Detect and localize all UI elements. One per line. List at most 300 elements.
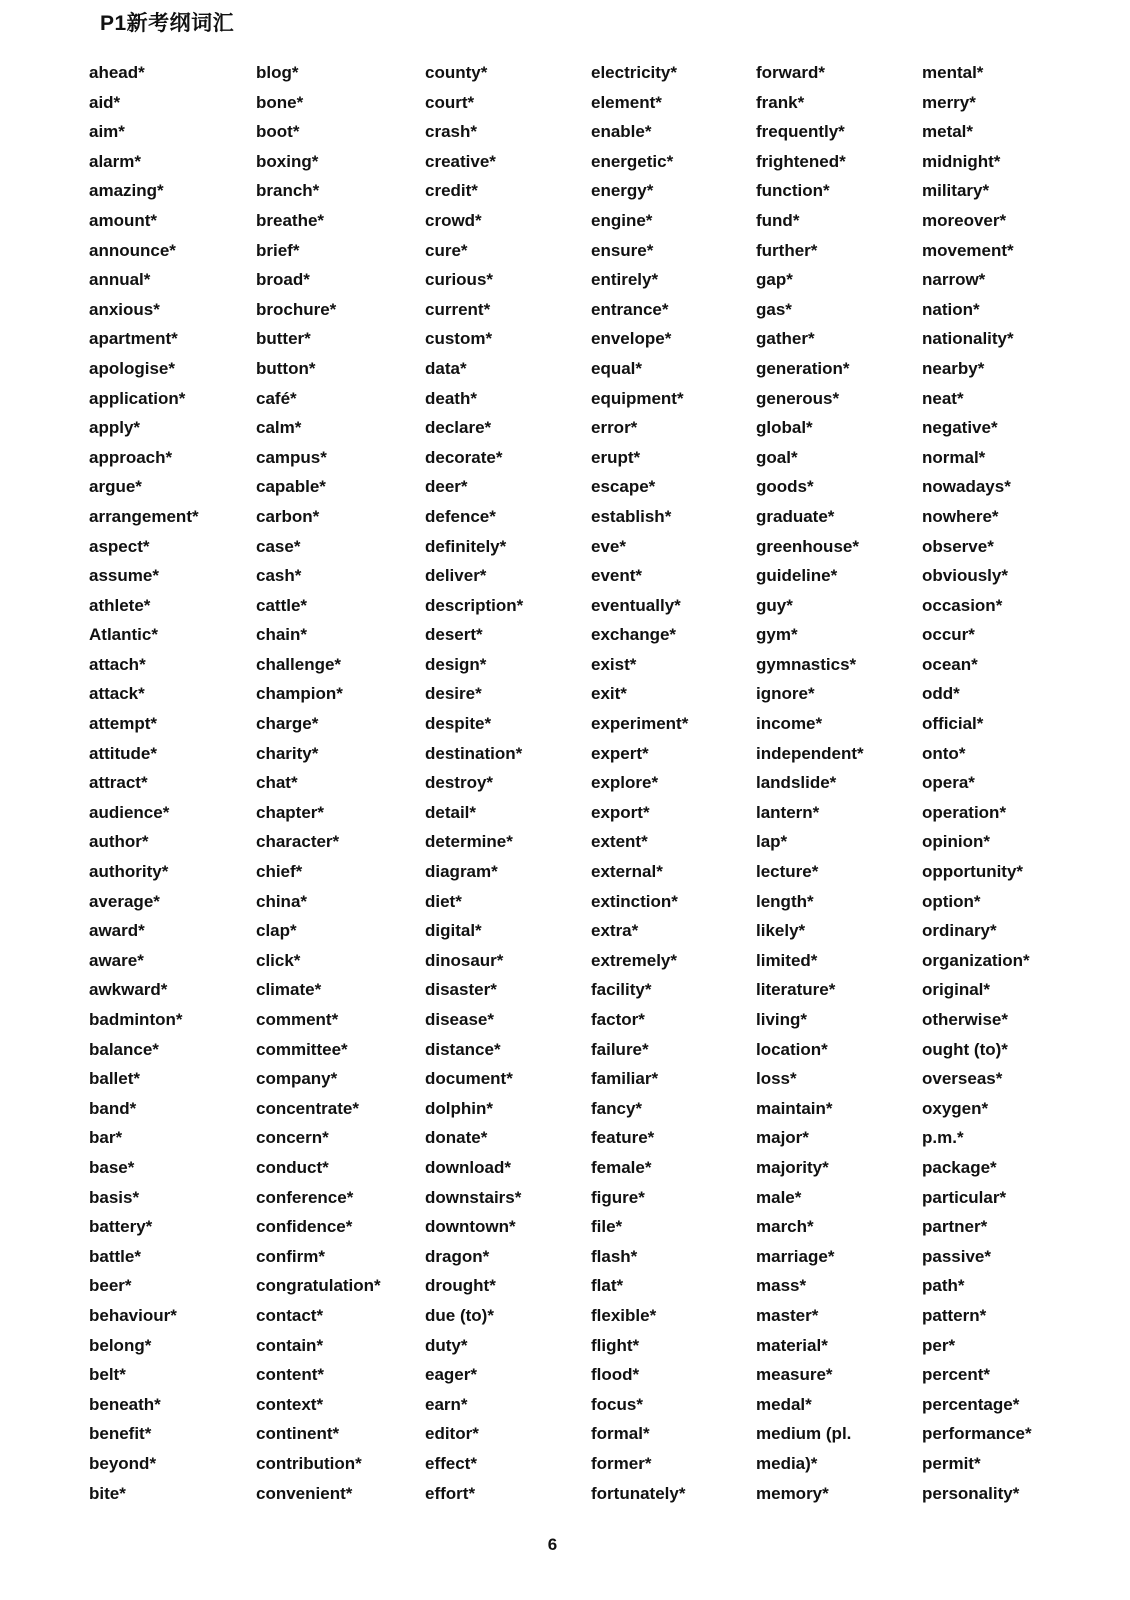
vocabulary-word: cure* [425, 240, 468, 260]
vocabulary-word: distance* [425, 1039, 501, 1059]
vocabulary-word: percentage* [922, 1394, 1020, 1414]
vocabulary-word: erupt* [591, 447, 641, 467]
vocabulary-word: memory* [756, 1483, 829, 1503]
vocabulary-word: downstairs* [425, 1187, 522, 1207]
vocabulary-word: crash* [425, 122, 477, 142]
vocabulary-word: literature* [756, 980, 836, 1000]
vocabulary-columns [0, 58, 1130, 1503]
vocabulary-word: chat* [256, 773, 298, 793]
vocabulary-word: diagram* [425, 862, 498, 882]
vocabulary-word: partner* [922, 1217, 988, 1237]
vocabulary-word: female* [591, 1157, 652, 1177]
vocabulary-word: credit* [425, 181, 478, 201]
vocabulary-word: envelope* [591, 329, 672, 349]
vocabulary-word: assume* [89, 566, 159, 586]
vocabulary-word: county* [425, 63, 488, 82]
page-number: 6 [547, 1535, 558, 1554]
vocabulary-word: amazing* [89, 181, 164, 201]
vocabulary-word: beyond* [89, 1453, 157, 1473]
vocabulary-word: figure* [591, 1187, 645, 1207]
vocabulary-word: dragon* [425, 1246, 490, 1266]
vocabulary-word: explore* [591, 773, 659, 793]
vocabulary-word: curious* [425, 270, 494, 290]
vocabulary-word: desert* [425, 625, 483, 645]
vocabulary-word: description* [425, 595, 524, 615]
vocabulary-word: military* [922, 181, 990, 201]
vocabulary-word: landslide* [756, 773, 837, 793]
vocabulary-word: clap* [256, 921, 297, 941]
vocabulary-word: due (to)* [425, 1305, 494, 1325]
vocabulary-word: male* [756, 1187, 802, 1207]
vocabulary-word: balance* [89, 1039, 159, 1059]
vocabulary-word: digital* [425, 921, 482, 941]
vocabulary-word: congratulation* [256, 1276, 381, 1296]
vocabulary-word: eventually* [591, 595, 681, 615]
vocabulary-word: duty* [425, 1335, 468, 1355]
vocabulary-word: attitude* [89, 743, 157, 763]
vocabulary-word: master* [756, 1305, 819, 1325]
vocabulary-word: percent* [922, 1365, 991, 1385]
vocabulary-word: option* [922, 891, 981, 911]
vocabulary-word: data* [425, 358, 467, 378]
vocabulary-word: energy* [591, 181, 654, 201]
vocabulary-word: declare* [425, 418, 492, 438]
vocabulary-word: champion* [256, 684, 343, 704]
vocabulary-word: formal* [591, 1424, 650, 1444]
vocabulary-word: eve* [591, 536, 626, 556]
vocabulary-word: greenhouse* [756, 536, 859, 556]
vocabulary-word: facility* [591, 980, 652, 1000]
vocabulary-word: flexible* [591, 1305, 657, 1325]
vocabulary-word: onto* [922, 743, 966, 763]
vocabulary-word: destination* [425, 743, 523, 763]
vocabulary-word: package* [922, 1157, 997, 1177]
vocabulary-word: oxygen* [922, 1098, 989, 1118]
vocabulary-word: ignore* [756, 684, 815, 704]
vocabulary-word: likely* [756, 921, 806, 941]
vocabulary-word: determine* [425, 832, 513, 852]
vocabulary-word: brief* [256, 240, 300, 260]
vocabulary-word: calm* [256, 418, 302, 438]
vocabulary-word: maintain* [756, 1098, 833, 1118]
vocabulary-word: application* [89, 388, 186, 408]
vocabulary-word: contact* [256, 1305, 324, 1325]
vocabulary-word: capable* [256, 477, 326, 497]
vocabulary-word: butter* [256, 329, 311, 349]
vocabulary-word: gas* [756, 299, 792, 319]
vocabulary-word: benefit* [89, 1424, 152, 1444]
vocabulary-word: mental* [922, 63, 984, 82]
vocabulary-word: attack* [89, 684, 145, 704]
vocabulary-word: beneath* [89, 1394, 161, 1414]
vocabulary-word: breathe* [256, 210, 325, 230]
vocabulary-word: energetic* [591, 151, 674, 171]
vocabulary-word: bone* [256, 92, 304, 112]
word-column-4 [591, 58, 756, 1508]
vocabulary-word: concentrate* [256, 1098, 359, 1118]
vocabulary-word: audience* [89, 802, 170, 822]
vocabulary-word: average* [89, 891, 160, 911]
vocabulary-word: export* [591, 802, 650, 822]
vocabulary-word: major* [756, 1128, 809, 1148]
vocabulary-word: continent* [256, 1424, 340, 1444]
vocabulary-word: café* [256, 388, 297, 408]
vocabulary-word: athlete* [89, 595, 151, 615]
vocabulary-word: media)* [756, 1453, 818, 1473]
vocabulary-word: merry* [922, 92, 976, 112]
vocabulary-word: blog* [256, 63, 299, 82]
vocabulary-word: case* [256, 536, 301, 556]
vocabulary-word: ahead* [89, 63, 145, 82]
vocabulary-word: charge* [256, 714, 319, 734]
vocabulary-word: ought (to)* [922, 1039, 1008, 1059]
vocabulary-word: bite* [89, 1483, 126, 1503]
vocabulary-word: creative* [425, 151, 496, 171]
vocabulary-word: convenient* [256, 1483, 353, 1503]
vocabulary-word: element* [591, 92, 662, 112]
vocabulary-word: effect* [425, 1453, 477, 1473]
vocabulary-word: escape* [591, 477, 656, 497]
vocabulary-word: authority* [89, 862, 169, 882]
vocabulary-word: aid* [89, 92, 121, 112]
vocabulary-word: odd* [922, 684, 960, 704]
vocabulary-word: custom* [425, 329, 493, 349]
vocabulary-word: despite* [425, 714, 492, 734]
vocabulary-word: apartment* [89, 329, 178, 349]
vocabulary-word: ordinary* [922, 921, 997, 941]
vocabulary-word: gym* [756, 625, 798, 645]
vocabulary-word: broad* [256, 270, 310, 290]
vocabulary-word: aspect* [89, 536, 150, 556]
vocabulary-word: china* [256, 891, 308, 911]
vocabulary-word: conduct* [256, 1157, 329, 1177]
word-column-2 [256, 58, 421, 1508]
vocabulary-word: button* [256, 358, 316, 378]
vocabulary-word: exchange* [591, 625, 677, 645]
vocabulary-word: extinction* [591, 891, 678, 911]
vocabulary-word: attach* [89, 654, 146, 674]
vocabulary-word: arrangement* [89, 506, 199, 526]
vocabulary-word: committee* [256, 1039, 348, 1059]
vocabulary-word: familiar* [591, 1069, 659, 1089]
vocabulary-word: establish* [591, 506, 672, 526]
vocabulary-word: attempt* [89, 714, 158, 734]
vocabulary-word: independent* [756, 743, 864, 763]
vocabulary-word: approach* [89, 447, 173, 467]
vocabulary-word: flood* [591, 1365, 640, 1385]
vocabulary-word: extremely* [591, 950, 678, 970]
vocabulary-word: aware* [89, 950, 144, 970]
vocabulary-word: graduate* [756, 506, 835, 526]
vocabulary-word: flat* [591, 1276, 624, 1296]
vocabulary-word: occur* [922, 625, 975, 645]
vocabulary-word: location* [756, 1039, 828, 1059]
vocabulary-word: midnight* [922, 151, 1001, 171]
vocabulary-word: frank* [756, 92, 805, 112]
vocabulary-word: file* [591, 1217, 623, 1237]
vocabulary-word: annual* [89, 270, 151, 290]
vocabulary-word: nowhere* [922, 506, 999, 526]
vocabulary-word: extent* [591, 832, 648, 852]
vocabulary-word: award* [89, 921, 145, 941]
vocabulary-word: ballet* [89, 1069, 141, 1089]
vocabulary-word: function* [756, 181, 830, 201]
vocabulary-word: further* [756, 240, 818, 260]
vocabulary-word: beer* [89, 1276, 132, 1296]
vocabulary-word: permit* [922, 1453, 981, 1473]
vocabulary-word: behaviour* [89, 1305, 177, 1325]
vocabulary-word: metal* [922, 122, 974, 142]
vocabulary-word: definitely* [425, 536, 507, 556]
vocabulary-word: frightened* [756, 151, 846, 171]
vocabulary-word: diet* [425, 891, 462, 911]
vocabulary-word: mass* [756, 1276, 807, 1296]
vocabulary-word: defence* [425, 506, 496, 526]
vocabulary-word: chapter* [256, 802, 325, 822]
word-column-1 [89, 58, 254, 1508]
vocabulary-word: loss* [756, 1069, 797, 1089]
vocabulary-word: march* [756, 1217, 814, 1237]
vocabulary-word: battle* [89, 1246, 141, 1266]
vocabulary-word: chief* [256, 862, 303, 882]
vocabulary-word: original* [922, 980, 991, 1000]
vocabulary-word: otherwise* [922, 1010, 1008, 1029]
vocabulary-word: frequently* [756, 122, 845, 142]
vocabulary-word: narrow* [922, 270, 986, 290]
vocabulary-word: boxing* [256, 151, 319, 171]
vocabulary-word: lecture* [756, 862, 819, 882]
vocabulary-word: downtown* [425, 1217, 516, 1237]
vocabulary-word: particular* [922, 1187, 1007, 1207]
vocabulary-word: equal* [591, 358, 643, 378]
vocabulary-word: fancy* [591, 1098, 643, 1118]
vocabulary-word: contain* [256, 1335, 324, 1355]
vocabulary-word: battery* [89, 1217, 153, 1237]
vocabulary-word: event* [591, 566, 643, 586]
vocabulary-word: comment* [256, 1010, 339, 1029]
vocabulary-word: nearby* [922, 358, 985, 378]
vocabulary-word: eager* [425, 1365, 477, 1385]
vocabulary-word: living* [756, 1010, 808, 1029]
vocabulary-word: dolphin* [425, 1098, 493, 1118]
vocabulary-word: occasion* [922, 595, 1003, 615]
vocabulary-word: basis* [89, 1187, 140, 1207]
vocabulary-word: lap* [756, 832, 788, 852]
vocabulary-word: gather* [756, 329, 815, 349]
vocabulary-word: conference* [256, 1187, 354, 1207]
vocabulary-word: enable* [591, 122, 652, 142]
vocabulary-word: brochure* [256, 299, 337, 319]
vocabulary-word: apologise* [89, 358, 175, 378]
vocabulary-word: cattle* [256, 595, 308, 615]
vocabulary-word: fortunately* [591, 1483, 686, 1503]
vocabulary-word: badminton* [89, 1010, 183, 1029]
vocabulary-word: per* [922, 1335, 956, 1355]
vocabulary-word: observe* [922, 536, 994, 556]
vocabulary-word: majority* [756, 1157, 829, 1177]
vocabulary-word: click* [256, 950, 301, 970]
vocabulary-word: forward* [756, 63, 825, 82]
vocabulary-word: detail* [425, 802, 477, 822]
vocabulary-word: donate* [425, 1128, 488, 1148]
vocabulary-word: disaster* [425, 980, 497, 1000]
vocabulary-word: goods* [756, 477, 814, 497]
vocabulary-word: challenge* [256, 654, 342, 674]
vocabulary-word: content* [256, 1365, 324, 1385]
vocabulary-word: bar* [89, 1128, 123, 1148]
vocabulary-word: nowadays* [922, 477, 1011, 497]
vocabulary-word: design* [425, 654, 487, 674]
vocabulary-word: campus* [256, 447, 327, 467]
vocabulary-word: flash* [591, 1246, 638, 1266]
vocabulary-word: nation* [922, 299, 980, 319]
vocabulary-word: contribution* [256, 1453, 362, 1473]
vocabulary-word: failure* [591, 1039, 649, 1059]
vocabulary-word: factor* [591, 1010, 645, 1029]
vocabulary-word: deliver* [425, 566, 487, 586]
vocabulary-word: company* [256, 1069, 338, 1089]
vocabulary-word: opportunity* [922, 862, 1024, 882]
vocabulary-word: neat* [922, 388, 964, 408]
vocabulary-word: exit* [591, 684, 627, 704]
vocabulary-word: announce* [89, 240, 176, 260]
vocabulary-word: drought* [425, 1276, 496, 1296]
vocabulary-word: external* [591, 862, 663, 882]
vocabulary-word: former* [591, 1453, 652, 1473]
vocabulary-word: argue* [89, 477, 142, 497]
vocabulary-word: expert* [591, 743, 649, 763]
vocabulary-word: feature* [591, 1128, 655, 1148]
page-title: P1新考纲词汇 [100, 12, 235, 35]
vocabulary-word: deer* [425, 477, 468, 497]
vocabulary-word: generous* [756, 388, 840, 408]
vocabulary-word: earn* [425, 1394, 468, 1414]
vocabulary-word: awkward* [89, 980, 168, 1000]
vocabulary-word: personality* [922, 1483, 1020, 1503]
vocabulary-word: amount* [89, 210, 157, 230]
vocabulary-word: equipment* [591, 388, 684, 408]
vocabulary-word: court* [425, 92, 475, 112]
vocabulary-word: belt* [89, 1365, 126, 1385]
vocabulary-word: measure* [756, 1365, 833, 1385]
vocabulary-word: nationality* [922, 329, 1014, 349]
vocabulary-word: apply* [89, 418, 141, 438]
vocabulary-word: anxious* [89, 299, 160, 319]
vocabulary-word: medium (pl. [756, 1424, 852, 1444]
vocabulary-word: boot* [256, 122, 300, 142]
vocabulary-word: chain* [256, 625, 308, 645]
vocabulary-word: movement* [922, 240, 1014, 260]
vocabulary-word: negative* [922, 418, 998, 438]
vocabulary-word: experiment* [591, 714, 689, 734]
vocabulary-word: organization* [922, 950, 1030, 970]
vocabulary-word: effort* [425, 1483, 476, 1503]
vocabulary-word: editor* [425, 1424, 479, 1444]
vocabulary-word: confidence* [256, 1217, 353, 1237]
vocabulary-word: exist* [591, 654, 637, 674]
vocabulary-word: passive* [922, 1246, 991, 1266]
vocabulary-word: overseas* [922, 1069, 1003, 1089]
vocabulary-word: operation* [922, 802, 1007, 822]
vocabulary-word: branch* [256, 181, 320, 201]
vocabulary-word: disease* [425, 1010, 494, 1029]
vocabulary-word: extra* [591, 921, 639, 941]
vocabulary-word: death* [425, 388, 477, 408]
word-column-5 [756, 58, 921, 1508]
vocabulary-word: goal* [756, 447, 798, 467]
vocabulary-word: generation* [756, 358, 850, 378]
vocabulary-word: carbon* [256, 506, 320, 526]
vocabulary-word: moreover* [922, 210, 1007, 230]
vocabulary-word: base* [89, 1157, 135, 1177]
vocabulary-word: alarm* [89, 151, 141, 171]
vocabulary-word: entirely* [591, 270, 659, 290]
vocabulary-word: crowd* [425, 210, 482, 230]
vocabulary-word: dinosaur* [425, 950, 504, 970]
vocabulary-word: band* [89, 1098, 137, 1118]
vocabulary-word: gap* [756, 270, 793, 290]
vocabulary-word: character* [256, 832, 340, 852]
vocabulary-word: ensure* [591, 240, 654, 260]
vocabulary-word: electricity* [591, 63, 677, 82]
vocabulary-word: guideline* [756, 566, 838, 586]
vocabulary-word: lantern* [756, 802, 820, 822]
vocabulary-word: length* [756, 891, 814, 911]
vocabulary-word: limited* [756, 950, 818, 970]
vocabulary-word: concern* [256, 1128, 329, 1148]
vocabulary-word: income* [756, 714, 823, 734]
vocabulary-word: flight* [591, 1335, 640, 1355]
vocabulary-word: desire* [425, 684, 482, 704]
vocabulary-word: error* [591, 418, 638, 438]
vocabulary-word: entrance* [591, 299, 669, 319]
vocabulary-word: download* [425, 1157, 511, 1177]
vocabulary-word: author* [89, 832, 149, 852]
vocabulary-word: cash* [256, 566, 302, 586]
vocabulary-word: aim* [89, 122, 125, 142]
vocabulary-word: official* [922, 714, 984, 734]
vocabulary-word: normal* [922, 447, 986, 467]
vocabulary-word: global* [756, 418, 813, 438]
vocabulary-word: guy* [756, 595, 793, 615]
vocabulary-word: context* [256, 1394, 324, 1414]
vocabulary-word: path* [922, 1276, 965, 1296]
vocabulary-word: confirm* [256, 1246, 325, 1266]
vocabulary-word: focus* [591, 1394, 643, 1414]
vocabulary-word: opinion* [922, 832, 990, 852]
word-column-6 [922, 58, 1087, 1508]
vocabulary-word: obviously* [922, 566, 1008, 586]
vocabulary-word: attract* [89, 773, 148, 793]
vocabulary-word: pattern* [922, 1305, 987, 1325]
vocabulary-word: p.m.* [922, 1128, 964, 1148]
vocabulary-word: opera* [922, 773, 975, 793]
vocabulary-word: document* [425, 1069, 513, 1089]
vocabulary-word: climate* [256, 980, 322, 1000]
vocabulary-word: performance* [922, 1424, 1032, 1444]
vocabulary-word: fund* [756, 210, 800, 230]
vocabulary-word: Atlantic* [89, 625, 158, 645]
vocabulary-word: ocean* [922, 654, 978, 674]
vocabulary-word: material* [756, 1335, 828, 1355]
vocabulary-word: medal* [756, 1394, 812, 1414]
vocabulary-word: gymnastics* [756, 654, 857, 674]
vocabulary-word: destroy* [425, 773, 494, 793]
word-column-3 [425, 58, 590, 1508]
vocabulary-word: engine* [591, 210, 653, 230]
vocabulary-word: decorate* [425, 447, 503, 467]
vocabulary-word: charity* [256, 743, 319, 763]
